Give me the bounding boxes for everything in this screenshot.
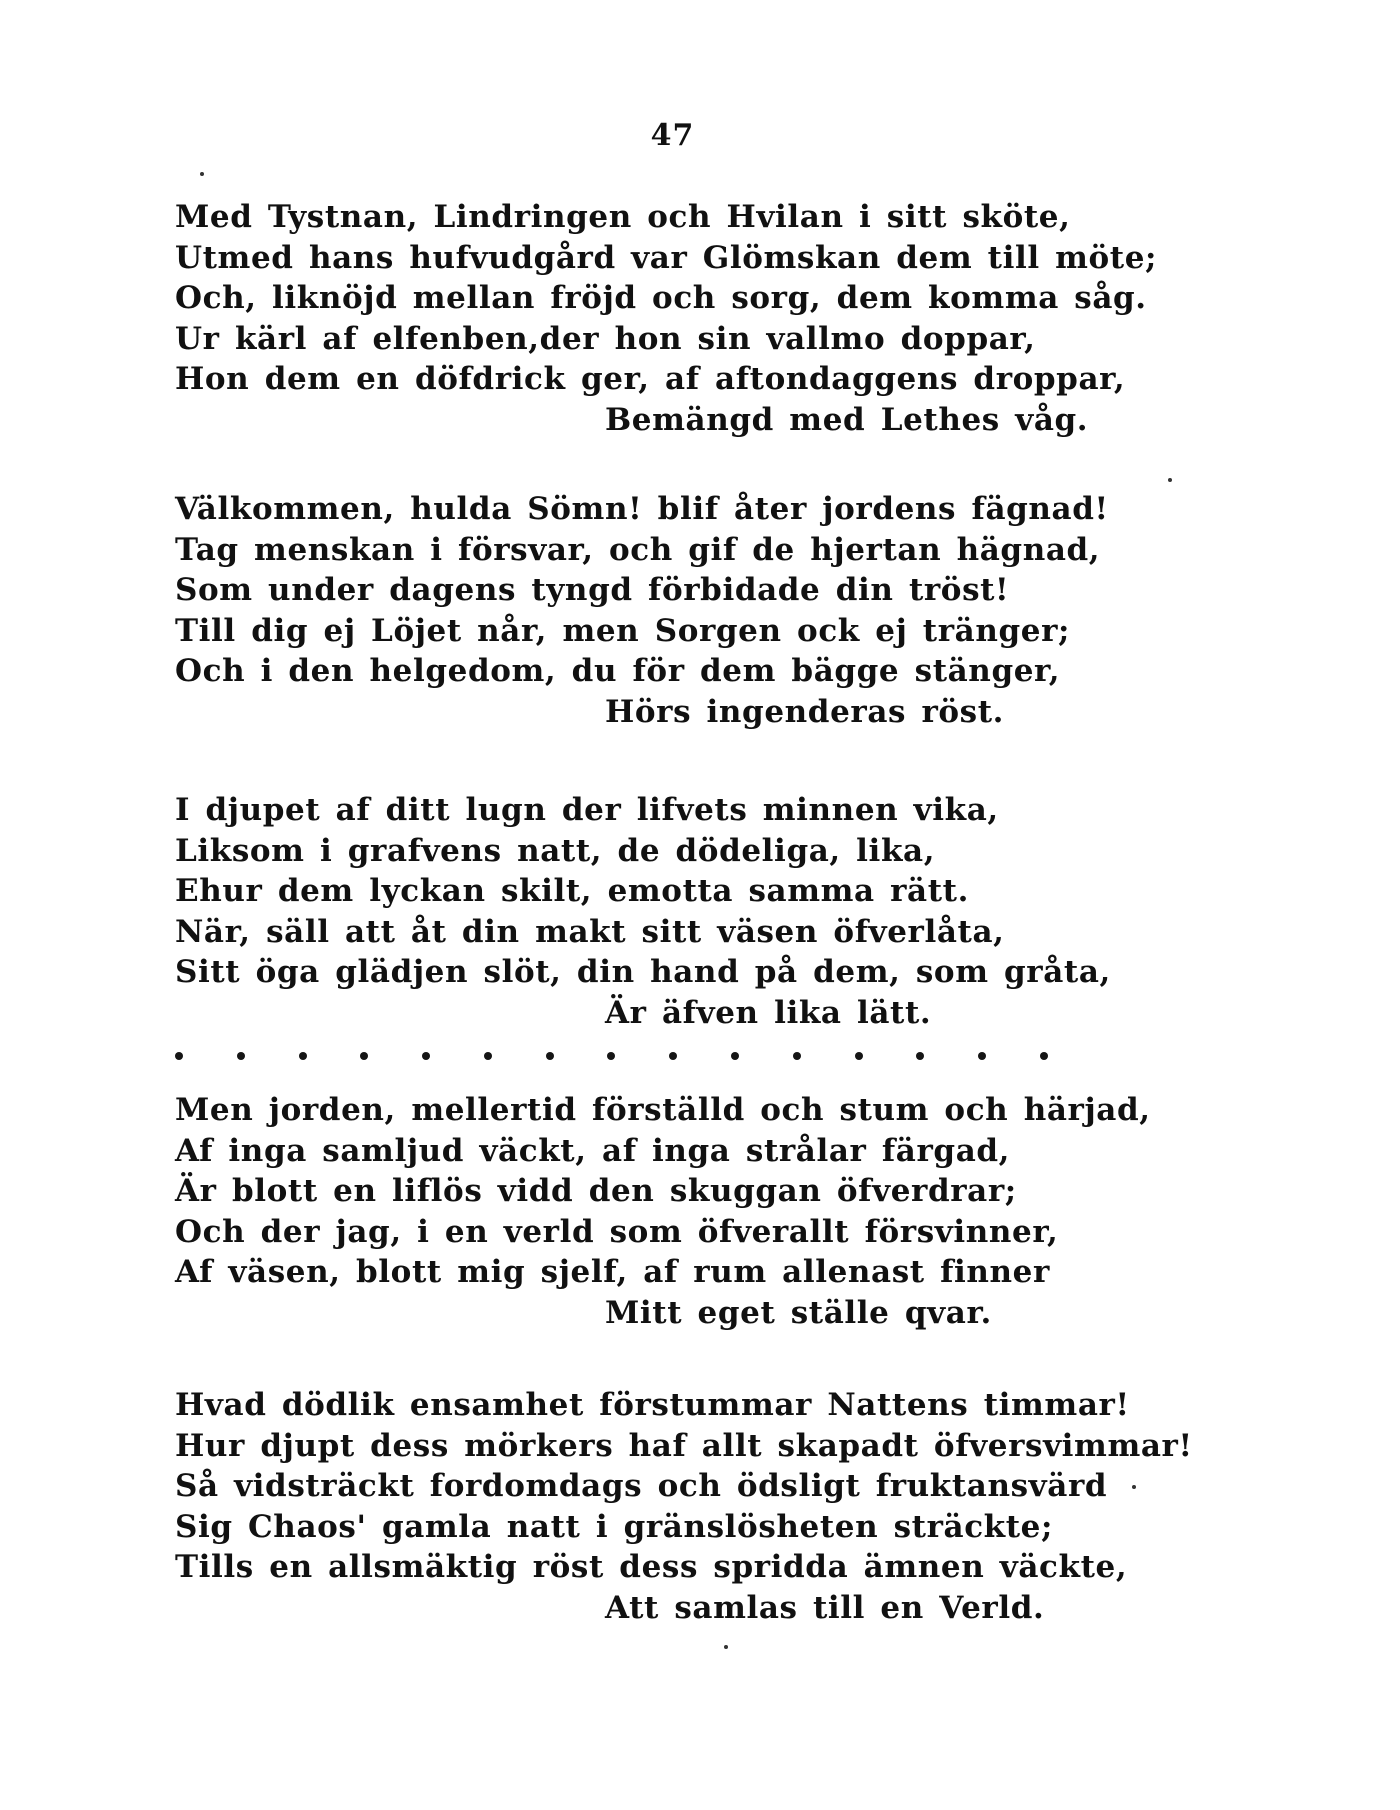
verse-line: Ur kärl af elfenben,der hon sin vallmo doppar, — [175, 320, 1036, 357]
print-speck — [1132, 1485, 1136, 1489]
separator-dot — [1040, 1052, 1048, 1060]
verse-line: Liksom i grafvens natt, de dödeliga, lika, — [175, 832, 936, 869]
verse-line: Af inga samljud väckt, af inga strålar färgad, — [175, 1132, 1011, 1169]
verse-line: Och, liknöjd mellan fröjd och sorg, dem komma såg. — [175, 280, 1147, 316]
stanza — [175, 790, 1175, 1033]
separator-dot — [855, 1052, 863, 1060]
stanza — [175, 1385, 1193, 1628]
print-speck — [1168, 478, 1172, 482]
refrain-line: Hörs ingenderas röst. — [605, 693, 1005, 730]
separator-dot — [422, 1052, 430, 1060]
verse-line: Hvad dödlik ensamhet förstummar Nattens timmar! — [175, 1387, 1130, 1423]
separator-dot — [607, 1052, 615, 1060]
verse-line: Tills en allsmäktig röst dess spridda ämnen väckte, — [175, 1549, 1128, 1585]
verse-line: Och i den helgedom, du för dem bägge stänger, — [175, 653, 1061, 689]
verse-line: Så vidsträckt fordomdags och ödsligt fruktansvärd — [175, 1468, 1108, 1504]
separator-dot — [793, 1052, 801, 1060]
stanza — [175, 1090, 1175, 1333]
verse-line: Tag menskan i försvar, och gif de hjertan hägnad, — [175, 531, 1101, 568]
separator-dot — [175, 1052, 183, 1060]
verse-line: Hon dem en döfdrick ger, af aftondaggens droppar, — [175, 361, 1126, 397]
separator-dot — [978, 1052, 986, 1060]
verse-line: Sitt öga glädjen slöt, din hand på dem, som gråta, — [175, 954, 1111, 990]
verse-line: Utmed hans hufvudgård var Glömskan dem till möte; — [175, 239, 1158, 276]
verse-line: Till dig ej Löjet når, men Sorgen ock ej tränger; — [175, 612, 1071, 649]
verse-line: Af väsen, blott mig sjelf, af rum allenast finner — [175, 1254, 1050, 1290]
verse-line: Välkommen, hulda Sömn! blif åter jordens fägnad! — [175, 491, 1109, 527]
verse-line: Hur djupt dess mörkers haf allt skapadt öfversvimmar! — [175, 1427, 1193, 1464]
separator-dot — [546, 1052, 554, 1060]
verse-line: Ehur dem lyckan skilt, emotta samma rätt. — [175, 873, 969, 909]
refrain-line: Är äfven lika lätt. — [605, 994, 932, 1031]
verse-line: Och der jag, i en verld som öfverallt försvinner, — [175, 1213, 1059, 1250]
refrain-line: Mitt eget ställe qvar. — [605, 1294, 992, 1331]
refrain-line: Att samlas till en Verld. — [605, 1589, 1045, 1626]
verse-line: I djupet af ditt lugn der lifvets minnen vika, — [175, 792, 999, 828]
separator-dot — [237, 1052, 245, 1060]
separator-dot — [669, 1052, 677, 1060]
stanza — [175, 197, 1175, 440]
verse-line: Som under dagens tyngd förbidade din tröst! — [175, 572, 1010, 608]
section-separator — [175, 1052, 1048, 1060]
separator-dot — [731, 1052, 739, 1060]
stanza — [175, 489, 1175, 732]
page-number: 47 — [650, 118, 695, 153]
print-speck — [200, 172, 204, 176]
separator-dot — [360, 1052, 368, 1060]
refrain-line: Bemängd med Lethes våg. — [605, 401, 1089, 438]
print-speck — [724, 1645, 728, 1649]
verse-line: Sig Chaos' gamla natt i gränslösheten sträckte; — [175, 1508, 1054, 1545]
separator-dot — [299, 1052, 307, 1060]
verse-line: När, säll att åt din makt sitt väsen öfverlåta, — [175, 913, 1005, 950]
separator-dot — [484, 1052, 492, 1060]
verse-line: Med Tystnan, Lindringen och Hvilan i sitt sköte, — [175, 199, 1071, 235]
separator-dot — [916, 1052, 924, 1060]
verse-line: Är blott en liflös vidd den skuggan öfverdrar; — [175, 1173, 1017, 1209]
verse-line: Men jorden, mellertid förställd och stum och härjad, — [175, 1092, 1151, 1128]
